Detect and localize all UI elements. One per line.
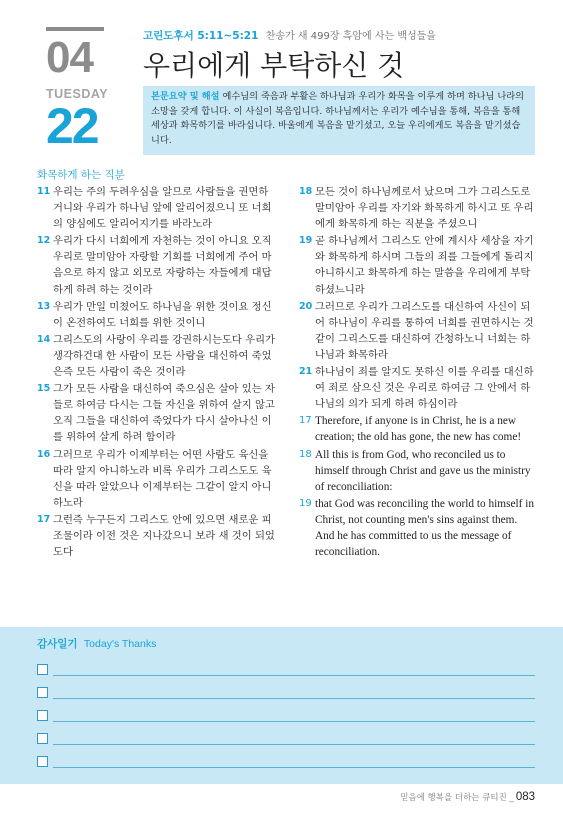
writing-line — [53, 675, 535, 676]
verse — [37, 299, 277, 331]
verse — [299, 233, 537, 297]
verse-text: 우리는 주의 두려우심을 알므로 사람들을 권면하거니와 우리가 하나님 앞에 알리어졌으니 또 너희의 양심에도 알리어지기를 바라노라 — [53, 186, 272, 231]
summary-box — [143, 86, 535, 155]
verse — [37, 447, 277, 511]
verse — [37, 381, 277, 445]
english-verse — [299, 447, 537, 495]
summary-label: 본문요약 및 해설 — [151, 91, 220, 102]
verse — [299, 299, 537, 363]
verse-text: 곧 하나님께서 그리스도 안에 계시사 세상을 자기와 화목하게 하시며 그들의 죄를 그들에게 돌리지 아니하시고 화목하게 하는 말씀을 우리에게 부탁하셨느니라 — [315, 235, 534, 296]
verse-number: 18 — [299, 448, 312, 460]
verse-number: 13 — [37, 300, 51, 312]
date-top-bar — [46, 27, 104, 31]
date-month: 04 — [46, 33, 93, 82]
verse-number: 20 — [299, 300, 313, 312]
verse-text: 그런즉 누구든지 그리스도 안에 있으면 새로운 피조물이라 이전 것은 지나갔으니 보라 새 것이 되었도다 — [53, 513, 275, 559]
page-title: 우리에게 부탁하신 것 — [143, 49, 405, 82]
verse-number: 15 — [37, 383, 51, 395]
english-verse — [299, 413, 537, 445]
checkbox[interactable] — [37, 710, 48, 721]
section-heading: 화목하게 하는 직분 — [37, 169, 125, 181]
scripture-column-left — [37, 184, 277, 561]
verse-text: All this is from God, who reconciled us to himself through Christ and gave us the ministry of reconciliation: — [315, 448, 531, 493]
verse — [37, 332, 277, 380]
verse-number: 19 — [299, 497, 312, 509]
checkbox[interactable] — [37, 687, 48, 698]
thanks-entry-row[interactable] — [37, 686, 535, 700]
checkbox[interactable] — [37, 733, 48, 744]
verse-number: 14 — [37, 333, 51, 345]
verse-number: 12 — [37, 235, 51, 247]
date-day: 22 — [46, 98, 98, 154]
english-verse — [299, 496, 537, 560]
thanks-entry-row[interactable] — [37, 732, 535, 746]
checkbox[interactable] — [37, 664, 48, 675]
verse-text: 우리가 만일 미쳤어도 하나님을 위한 것이요 정신이 온전하여도 너희를 위한 것이니 — [53, 300, 272, 329]
thanks-journal-heading — [37, 636, 156, 651]
verse-number: 17 — [299, 415, 312, 427]
verse-text: Therefore, if anyone is in Christ, he is a new creation; the old has gone, the new has come! — [315, 415, 522, 444]
verse-number: 17 — [37, 513, 51, 525]
page-footer — [400, 791, 535, 803]
verse-text: 우리가 다시 너희에게 자천하는 것이 아니요 오직 우리로 말미암아 자랑할 기회를 너희에게 주어 마음으로 하지 않고 외모로 자랑하는 자들에게 대답하게 하려 하는 것이라 — [53, 235, 272, 296]
verse-number: 19 — [299, 235, 313, 247]
thanks-entry-row[interactable] — [37, 663, 535, 677]
thanks-label-en: Today's Thanks — [83, 638, 157, 650]
writing-line — [53, 744, 535, 745]
verse-number: 16 — [37, 448, 51, 460]
page-number: 083 — [515, 791, 535, 803]
verse — [37, 184, 277, 232]
writing-line — [53, 721, 535, 722]
verse-text: 그리스도의 사랑이 우리를 강권하시는도다 우리가 생각하건대 한 사람이 모든 사람을 대신하여 죽었은즉 모든 사람이 죽은 것이라 — [53, 333, 275, 379]
scripture-column-right — [299, 184, 537, 561]
verse — [37, 512, 277, 560]
checkbox[interactable] — [37, 756, 48, 767]
verse-text: 모든 것이 하나님께로서 났으며 그가 그리스도로 말미암아 우리를 자기와 화목하게 하시고 또 우리에게 화목하게 하는 직분을 주셨으니 — [315, 186, 534, 231]
verse-text: 하나님이 죄를 알지도 못하신 이를 우리를 대신하여 죄로 삼으신 것은 우리로 하여금 그 안에서 하나님의 의가 되게 하려 하심이라 — [315, 366, 534, 411]
verse-number: 18 — [299, 186, 313, 197]
verse-text: 그러므로 우리가 그리스도를 대신하여 사신이 되어 하나님이 우리를 통하여 너희를 권면하시는 것 같이 그리스도를 대신하여 간청하노니 너희는 하나님과 화목하라 — [315, 300, 534, 361]
summary-text: 예수님의 죽음과 부활은 하나님과 우리가 화목을 이루게 하며 하나님 나라의 소망을 갖게 합니다. 이 사실이 복음입니다. 하나님께서는 우리가 예수님을 통해, 복음을 통해 세상과 화목하기를 바라십니다. 바울에게 복음을 맡기셨고, 오늘 우리에게도 복음을 맡기셨습니다. — [151, 91, 524, 146]
verse-text: 그러므로 우리가 이제부터는 어떤 사람도 육신을 따라 알지 아니하노라 비록 우리가 그리스도도 육신을 따라 알았으나 이제부터는 그같이 알지 아니하노라 — [53, 448, 272, 509]
thanks-entry-row[interactable] — [37, 709, 535, 723]
verse-number: 21 — [299, 366, 313, 378]
verse-number: 11 — [37, 186, 51, 197]
scripture-reference: 고린도후서 5:11~5:21 — [143, 30, 259, 42]
writing-line — [53, 698, 535, 699]
footer-text: 믿음에 행복을 더하는 큐티진 _ — [400, 793, 514, 803]
writing-line — [53, 767, 535, 768]
date-weekday: TUESDAY — [46, 87, 109, 101]
verse — [37, 233, 277, 297]
verse-text: 그가 모든 사람을 대신하여 죽으심은 살아 있는 자들로 하여금 다시는 그들 자신을 위하여 살지 않고 오직 그들을 대신하여 죽었다가 다시 살아나신 이를 위하여 살게 하려 함이라 — [53, 383, 275, 444]
verse-text: that God was reconciling the world to himself in Christ, not counting men's sins against them. And he has committed to us the message of reconciliation. — [315, 497, 534, 559]
thanks-entry-row[interactable] — [37, 755, 535, 769]
verse — [299, 364, 537, 412]
thanks-label-ko: 감사일기 — [37, 638, 78, 650]
scripture-reference-line — [143, 27, 436, 43]
hymn-reference: 찬송가 새 499장 흑암에 사는 백성들을 — [265, 31, 436, 42]
verse — [299, 184, 537, 232]
